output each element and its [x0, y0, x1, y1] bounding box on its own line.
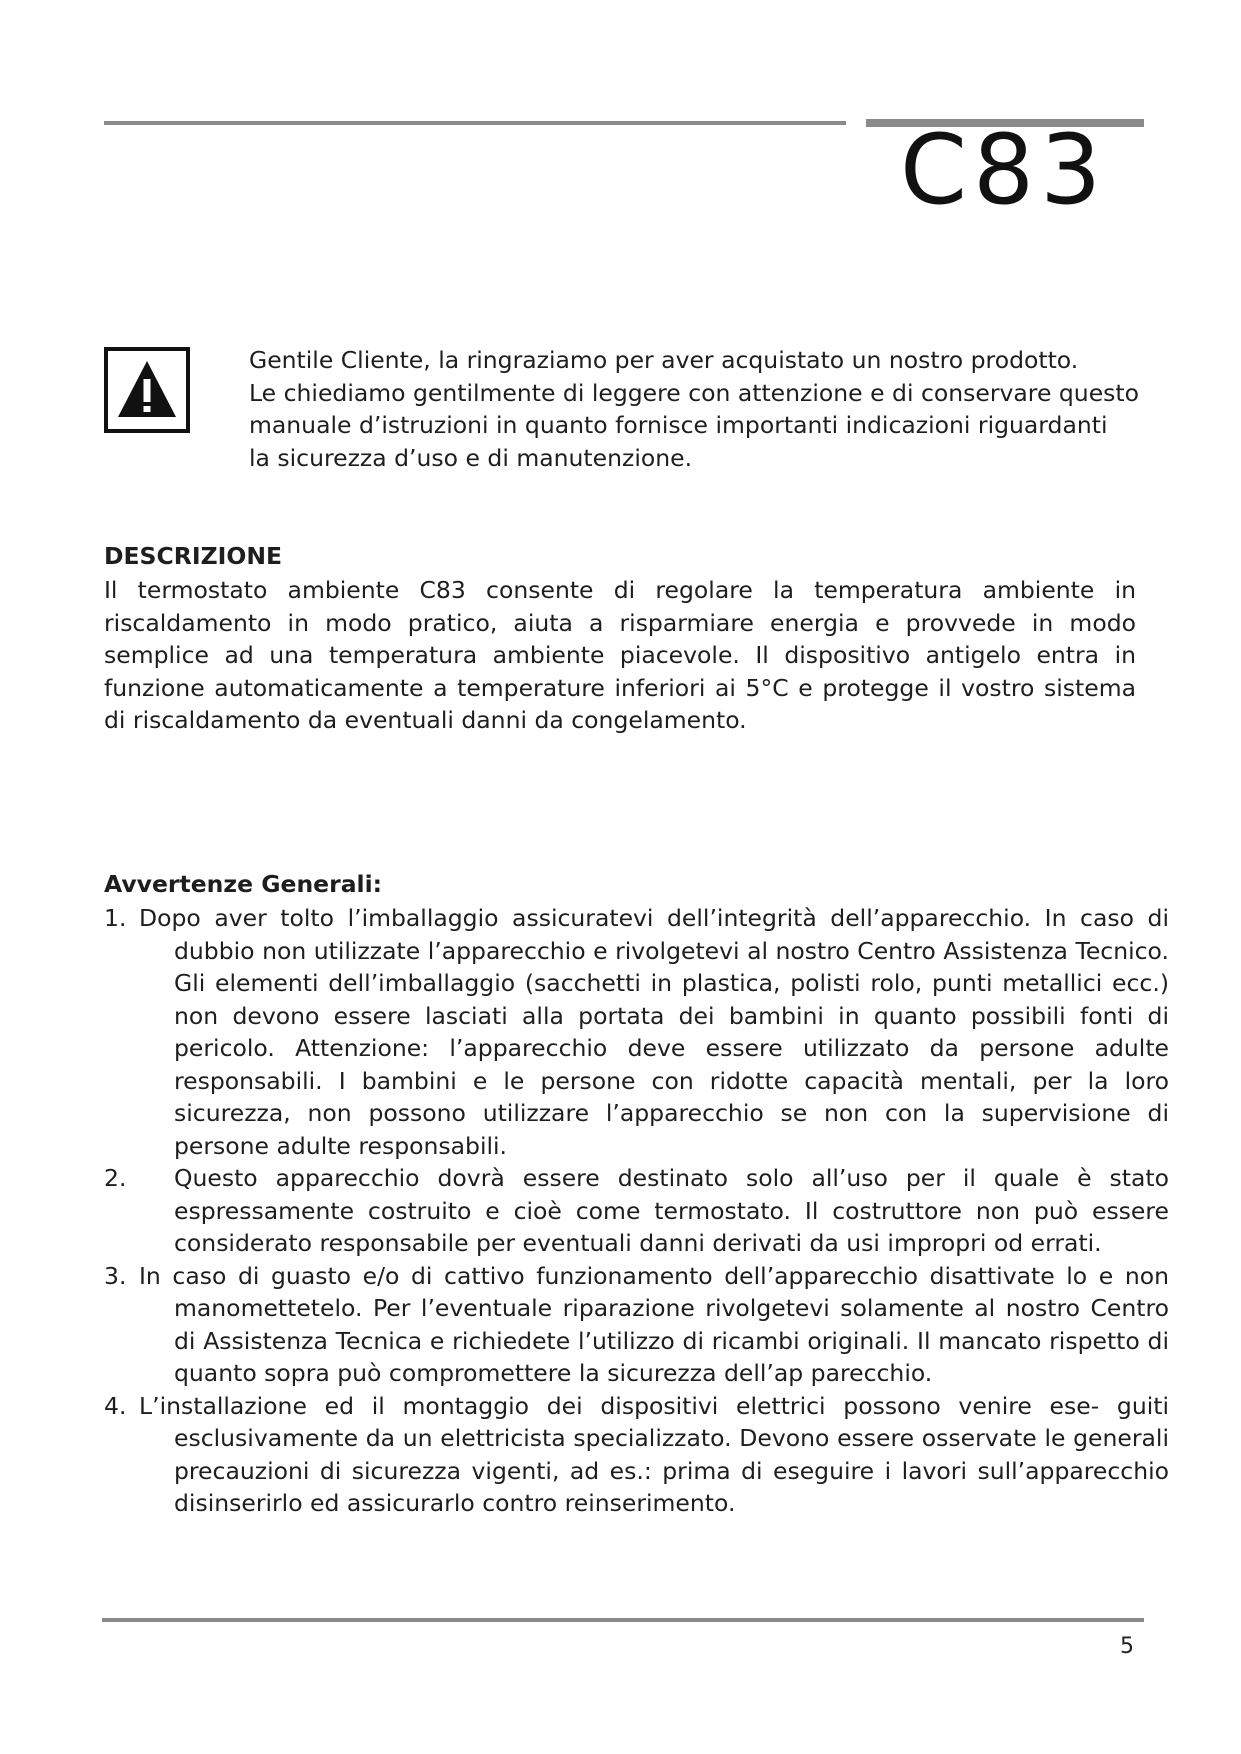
list-item-text: Dopo aver tolto l’imballaggio assicuratevi dell’integrità dell’apparecchio. In caso di dubbio non utilizzate l’apparecchio e rivolgetevi al nostro Centro Assistenza Tecnico. Gli elementi dell’imballaggio (sacchetti in plastica, polisti rolo, punti metallici ecc.) non devono essere lasciati alla portata dei bambini in quanto possibili fonti di pericolo. Attenzione: l’apparecchio deve essere utilizzato da persone adulte responsabili. I bambini e le persone con ridotte capacità mentali, per la loro sicurezza, non possono utilizzare l’apparecchio se non con la supervisione di persone adulte responsabili. — [139, 904, 1169, 1160]
list-item-text: Questo apparecchio dovrà essere destinato solo all’uso per il quale è stato espressamente costruito e cioè come termostato. Il costruttore non può essere considerato responsabile per eventuali danni derivati da usi impropri od errati. — [174, 1164, 1169, 1257]
model-title: C83 — [900, 114, 1108, 226]
warnings-list — [104, 902, 1169, 1520]
footer-rule — [102, 1618, 1144, 1622]
list-item-number: 3. — [104, 1261, 127, 1290]
list-item — [104, 1162, 1169, 1260]
description-heading: DESCRIZIONE — [104, 542, 283, 570]
list-item-number: 1. — [104, 904, 127, 932]
page-number: 5 — [1120, 1634, 1134, 1659]
list-item — [104, 902, 1169, 1162]
intro-paragraph — [249, 344, 1169, 474]
warnings-heading: Avvertenze Generali: — [104, 870, 383, 898]
warning-box — [104, 347, 190, 433]
list-item — [104, 1390, 1169, 1520]
list-item — [104, 1260, 1169, 1390]
list-item-text: L’installazione ed il montaggio dei dispositivi elettrici possono venire ese- guiti esclusivamente da un elettricista specializzato. Devono essere osservate le generali precauzioni di sicurezza vigenti, ad es.: prima di eseguire i lavori sull’apparecchio disinserirlo ed assicurarlo contro reinserimento. — [139, 1391, 1169, 1517]
list-item-text: In caso di guasto e/o di cattivo funzionamento dell’apparecchio disattivate lo e non manomettetelo. Per l’eventuale riparazione rivolgetevi solamente al nostro Centro di Assistenza Tecnica e richiedete l’utilizzo di ricambi originali. Il mancato rispetto di quanto sopra può compromettere la sicurezza dell’ap parecchio. — [139, 1261, 1169, 1387]
header-rule-left — [104, 121, 846, 125]
list-item-number: 4. — [104, 1391, 127, 1420]
intro-line: manuale d’istruzioni in quanto fornisce importanti indicazioni riguardanti — [249, 411, 1108, 439]
warning-triangle-icon — [114, 357, 180, 423]
list-item-number: 2. — [104, 1164, 127, 1192]
description-body: Il termostato ambiente C83 consente di regolare la temperatura ambiente in riscaldamento in modo pratico, aiuta a risparmiare energia e provvede in modo semplice ad una temperatura ambiente piacevole. Il dispositivo antigelo entra in funzione automaticamente a temperature inferiori ai 5°C e protegge il vostro sistema di riscaldamento da eventuali danni da congelamento. — [104, 576, 1136, 734]
intro-line: Le chiediamo gentilmente di leggere con attenzione e di conservare questo — [249, 378, 1139, 407]
intro-line: Gentile Cliente, la ringraziamo per aver acquistato un nostro prodotto. — [249, 346, 1079, 374]
intro-line: la sicurezza d’uso e di manutenzione. — [249, 443, 693, 472]
